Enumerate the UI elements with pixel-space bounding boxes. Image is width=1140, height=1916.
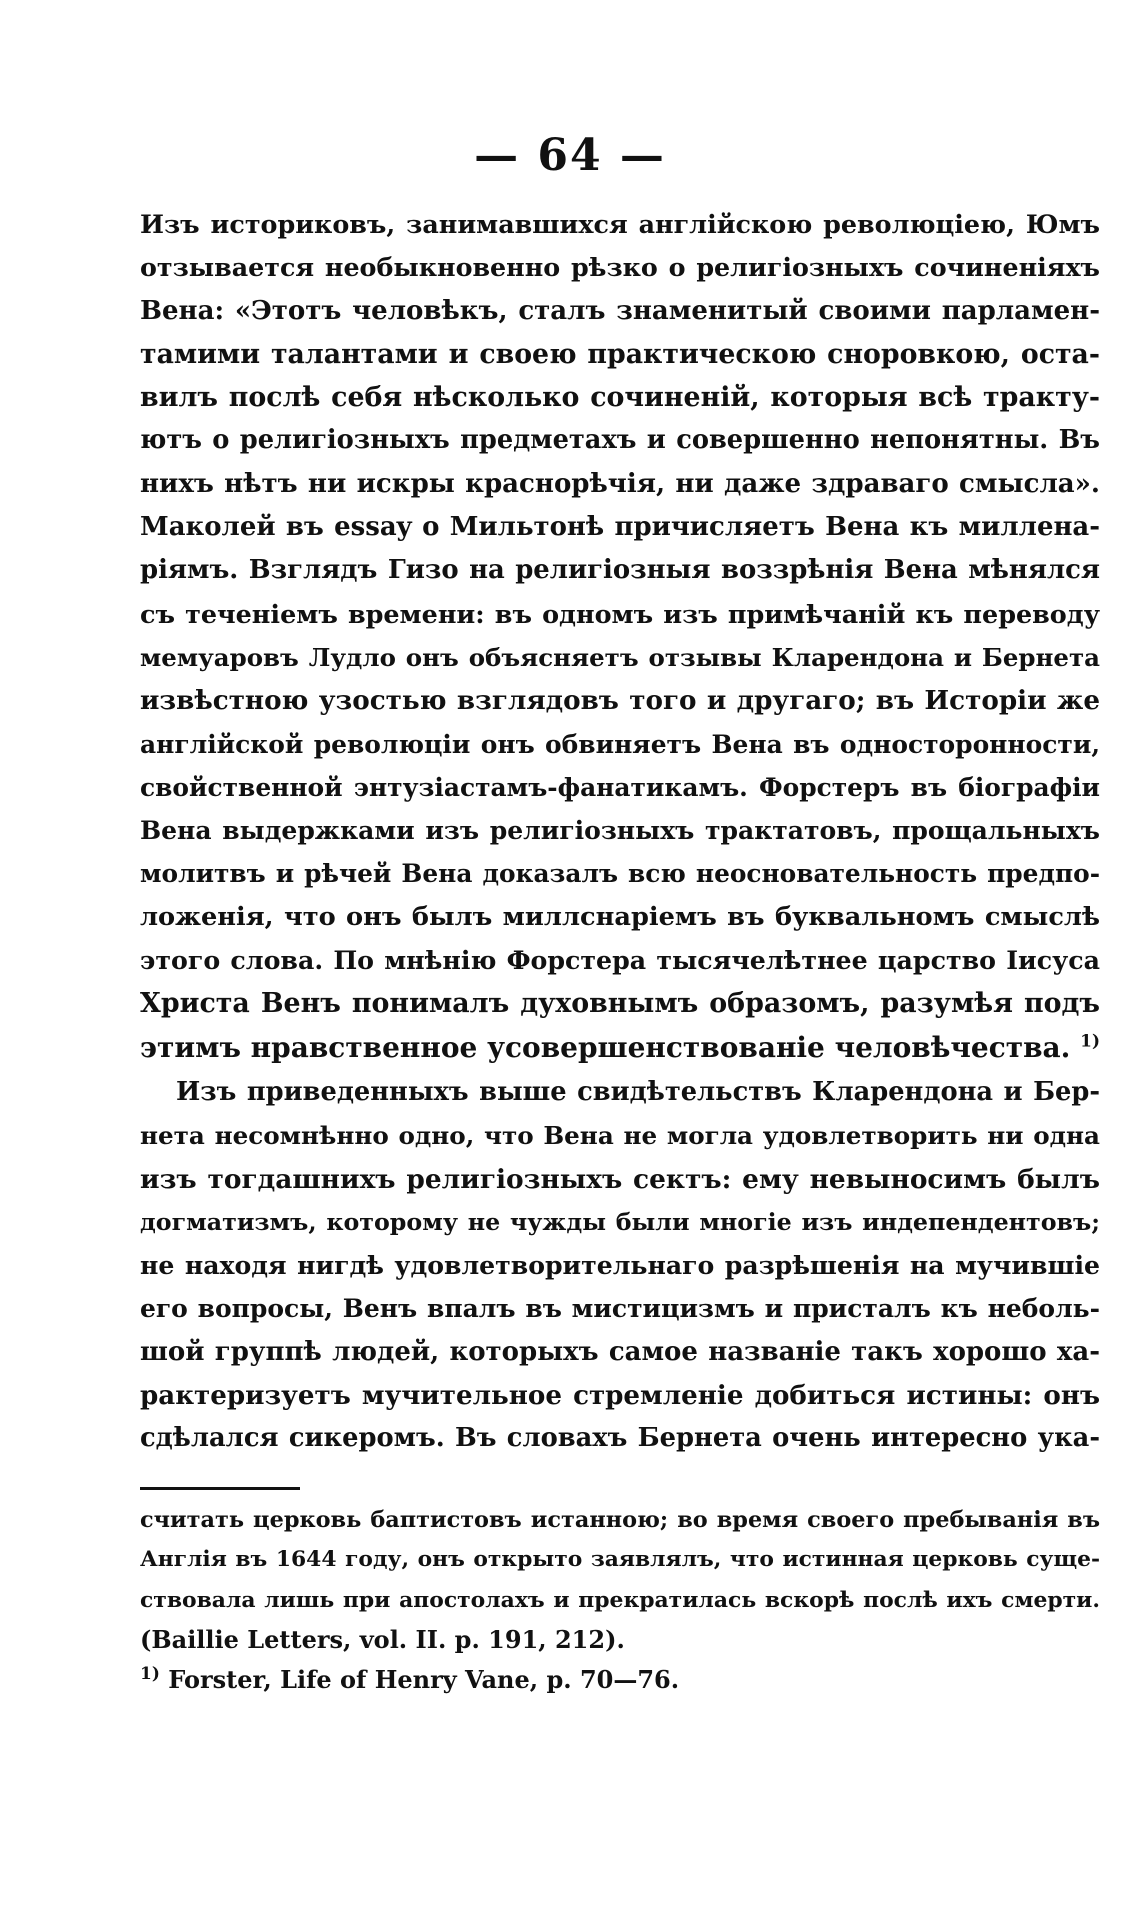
paragraph-2 (140, 1071, 1100, 1461)
text-line: Христа Венъ понималъ духовнымъ образомъ, разумѣя подъ (140, 988, 1100, 1020)
text-line: ложенія, что онъ былъ миллснаріемъ въ буквальномъ смыслѣ (140, 901, 1100, 932)
paragraph-1 (140, 203, 1100, 1069)
text-line-last (140, 1026, 1100, 1069)
text-line: Вена: «Этотъ человѣкъ, сталъ знаменитый своими парламен- (140, 295, 1100, 326)
text-line: Вена выдержками изъ религіозныхъ трактатовъ, прощальныхъ (140, 816, 1100, 846)
footnote-line: считать церковь баптистовъ истанною; во время своего пребыванія въ (140, 1507, 1100, 1533)
text-line: ріямъ. Взглядъ Гизо на религіозныя воззрѣнія Вена мѣнялся (140, 555, 1100, 586)
footnote-divider (140, 1487, 300, 1490)
text-line: сдѣлался сикеромъ. Въ словахъ Бернета очень интересно ука- (140, 1423, 1100, 1454)
text-line: не находя нигдѣ удовлетворительнаго разрѣшенія на мучившіе (140, 1250, 1100, 1281)
text-line: молитвъ и рѣчей Вена доказалъ всю неосновательность предпо- (140, 859, 1100, 889)
text-line: свойственной энтузіастамъ-фанатикамъ. Форстеръ въ біографіи (140, 772, 1100, 802)
text-line: рактеризуетъ мучительное стремленіе добиться истины: онъ (140, 1380, 1100, 1412)
text-line: Изъ историковъ, занимавшихся англійскою революціею, Юмъ (140, 209, 1100, 239)
footnote-reference: 1) (1080, 1031, 1101, 1052)
text-line: англійской революціи онъ обвиняетъ Вена въ односторонности, (140, 729, 1100, 759)
footnote-line: Англія въ 1644 году, онъ открыто заявлялъ, что истинная церковь суще- (140, 1547, 1100, 1572)
text-line: извѣстною узостью взглядовъ того и другаго; въ Исторіи же (140, 685, 1100, 717)
text-line: шой группѣ людей, которыхъ самое названіе такъ хорошо ха- (140, 1336, 1100, 1367)
text-line: отзывается необыкновенно рѣзко о религіозныхъ сочиненіяхъ (140, 252, 1100, 283)
text-line: Маколей въ essay о Мильтонѣ причисляетъ Вена къ миллена- (140, 512, 1100, 543)
footnote-line: (Baillie Letters, vol. II. p. 191, 212). (140, 1625, 625, 1654)
text-line: нета несомнѣнно одно, что Вена не могла удовлетворить ни одна (140, 1121, 1100, 1151)
text-line: этого слова. По мнѣнію Форстера тысячелѣтнее царство Іисуса (140, 945, 1100, 976)
footnote-1-text: Forster, Life of Henry Vane, p. 70—76. (159, 1665, 680, 1694)
footnote-1 (140, 1660, 1100, 1700)
text-line: ютъ о религіозныхъ предметахъ и совершенно непонятны. Въ (140, 425, 1100, 456)
text-line: изъ тогдашнихъ религіозныхъ сектъ: ему невыносимъ былъ (140, 1163, 1100, 1195)
text-line: нихъ нѣтъ ни искры краснорѣчія, ни даже здраваго смысла». (140, 468, 1100, 499)
footnotes (140, 1500, 1100, 1700)
text-line: тамими талантами и своею практическою сноровкою, оста- (140, 338, 1100, 370)
text-line: съ теченіемъ времени: въ одномъ изъ примѣчаній къ переводу (140, 598, 1100, 629)
text-line: догматизмъ, которому не чужды были многіе изъ индепендентовъ; (140, 1207, 1100, 1236)
footnote-line: ствовала лишь при апостолахъ и прекратилась вскорѣ послѣ ихъ смерти. (140, 1587, 1100, 1613)
text-line-content: этимъ нравственное усовершенствованіе человѣчества. (140, 1030, 1071, 1064)
footnote-marker: 1) (140, 1664, 160, 1684)
text-line: его вопросы, Венъ впалъ въ мистицизмъ и присталъ къ неболь- (140, 1294, 1100, 1324)
page-number: — 64 — (474, 130, 666, 181)
text-line: мемуаровъ Лудло онъ объясняетъ отзывы Кларендона и Бернета (140, 642, 1100, 672)
text-line: вилъ послѣ себя нѣсколько сочиненій, которыя всѣ тракту- (140, 382, 1100, 414)
text-line: Изъ приведенныхъ выше свидѣтельствъ Кларендона и Бер- (176, 1077, 1100, 1107)
